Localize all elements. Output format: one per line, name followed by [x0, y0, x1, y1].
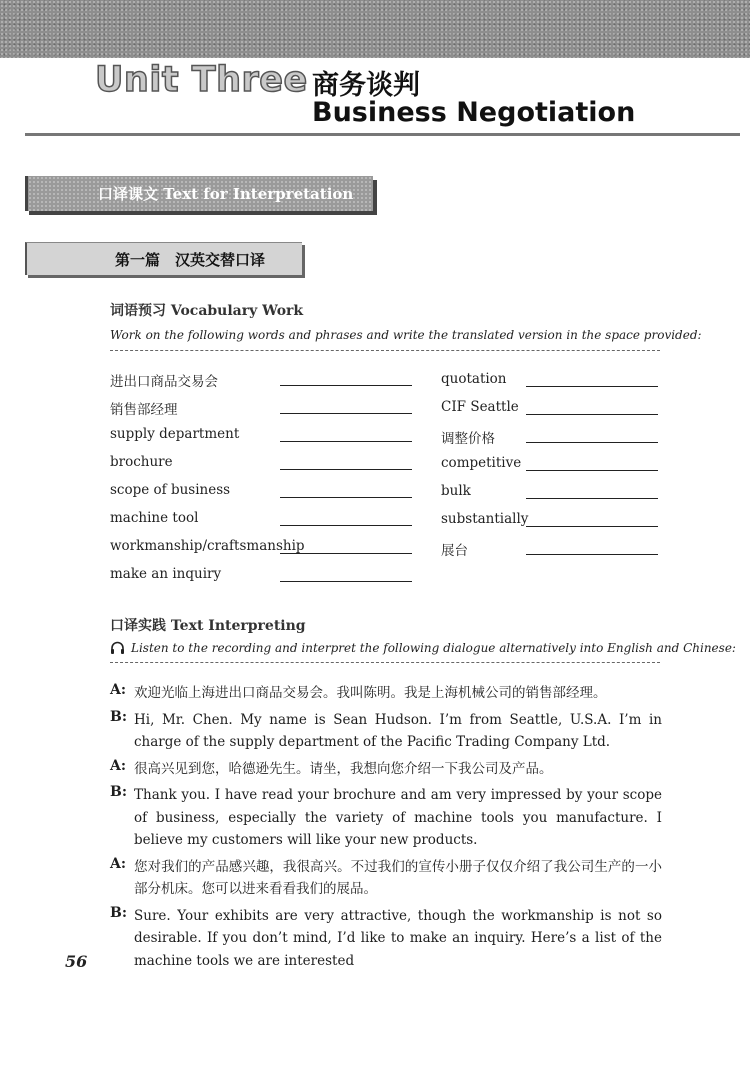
vocab-term: substantially: [441, 511, 529, 527]
headphones-icon[interactable]: [110, 641, 125, 658]
chapter-title-chinese: 商务谈判: [312, 70, 420, 101]
vocab-term: make an inquiry: [110, 566, 222, 582]
utterance: 很高兴见到您，哈德逊先生。请坐，我想向您介绍一下我公司及产品。: [134, 760, 553, 777]
speaker-label: B:: [110, 904, 128, 921]
answer-blank[interactable]: [280, 441, 412, 442]
vocab-term: brochure: [110, 454, 173, 470]
vocab-term: 进出口商品交易会: [110, 374, 218, 390]
answer-blank[interactable]: [280, 497, 412, 498]
vocab-term: bulk: [441, 483, 471, 499]
dialogue-turn: [110, 758, 662, 781]
speaker-label: B:: [110, 708, 128, 725]
vocab-term: machine tool: [110, 510, 199, 526]
utterance: Thank you. I have read your brochure and am very impressed by your scope of business, especially the variety of machine tools you manufacture. I believe my customers will like your new products.: [134, 787, 662, 848]
speaker-label: A:: [110, 855, 127, 872]
section-banner: [25, 176, 373, 211]
vocab-term: 销售部经理: [110, 402, 178, 418]
dialogue-turn: [110, 856, 662, 901]
answer-blank[interactable]: [280, 581, 412, 582]
vocab-term: CIF Seattle: [441, 399, 519, 415]
answer-blank[interactable]: [526, 386, 658, 387]
answer-blank[interactable]: [526, 498, 658, 499]
dialogue: [110, 682, 662, 976]
section-banner-label: 口译课文 Text for Interpretation: [98, 185, 354, 203]
interpreting-instruction: Listen to the recording and interpret the following dialogue alternatively into English and Chinese:: [131, 641, 736, 655]
dialogue-turn: [110, 905, 662, 973]
answer-blank[interactable]: [280, 553, 412, 554]
vocab-term: 调整价格: [441, 431, 495, 447]
vocab-term: scope of business: [110, 482, 231, 498]
dialogue-turn: [110, 709, 662, 754]
utterance: 您对我们的产品感兴趣，我很高兴。不过我们的宣传小册子仅仅介绍了我公司生产的一小部分机床。您可以进来看看我们的展品。: [134, 858, 662, 897]
title-divider: [25, 133, 740, 136]
dialogue-turn: [110, 682, 662, 705]
answer-blank[interactable]: [526, 442, 658, 443]
speaker-label: B:: [110, 784, 128, 800]
vocab-term: 展台: [441, 543, 468, 559]
vocab-term: workmanship/craftsmanship: [110, 538, 305, 554]
answer-blank[interactable]: [526, 554, 658, 555]
interpreting-dashed-divider: [110, 662, 660, 663]
answer-blank[interactable]: [280, 413, 412, 414]
answer-blank[interactable]: [526, 526, 658, 527]
answer-blank[interactable]: [526, 414, 658, 415]
vocabulary-instruction: Work on the following words and phrases and write the translated version in the space provided:: [110, 328, 702, 342]
answer-blank[interactable]: [526, 470, 658, 471]
subsection-banner: [25, 242, 302, 275]
chapter-title-english: Business Negotiation: [312, 97, 636, 128]
vocab-term: supply department: [110, 426, 240, 442]
utterance: Sure. Your exhibits are very attractive, though the workmanship is not so desirable. If you don’t mind, I’d like to make an inquiry. Here’s a list of the machine tools we are interested: [134, 907, 662, 969]
dialogue-turn: [110, 784, 662, 852]
utterance: Hi, Mr. Chen. My name is Sean Hudson. I’m from Seattle, U.S.A. I’m in charge of the supply department of the Pacific Trading Company Ltd.: [134, 711, 662, 750]
speaker-label: A:: [110, 682, 127, 698]
page-number: 56: [65, 952, 88, 971]
answer-blank[interactable]: [280, 525, 412, 526]
top-decorative-band: [0, 0, 750, 58]
answer-blank[interactable]: [280, 469, 412, 470]
vocabulary-dashed-divider: [110, 350, 660, 351]
unit-title: Unit Three: [95, 60, 308, 100]
interpreting-heading: 口译实践 Text Interpreting: [110, 618, 306, 634]
answer-blank[interactable]: [280, 385, 412, 386]
vocab-term: competitive: [441, 455, 522, 471]
subsection-banner-label: 第一篇 汉英交替口译: [115, 251, 266, 269]
vocab-term: quotation: [441, 371, 507, 387]
utterance: 欢迎光临上海进出口商品交易会。我叫陈明。我是上海机械公司的销售部经理。: [134, 685, 607, 701]
interpreting-instruction-row: [110, 641, 736, 658]
speaker-label: A:: [110, 757, 127, 774]
vocabulary-heading: 词语预习 Vocabulary Work: [110, 303, 304, 319]
